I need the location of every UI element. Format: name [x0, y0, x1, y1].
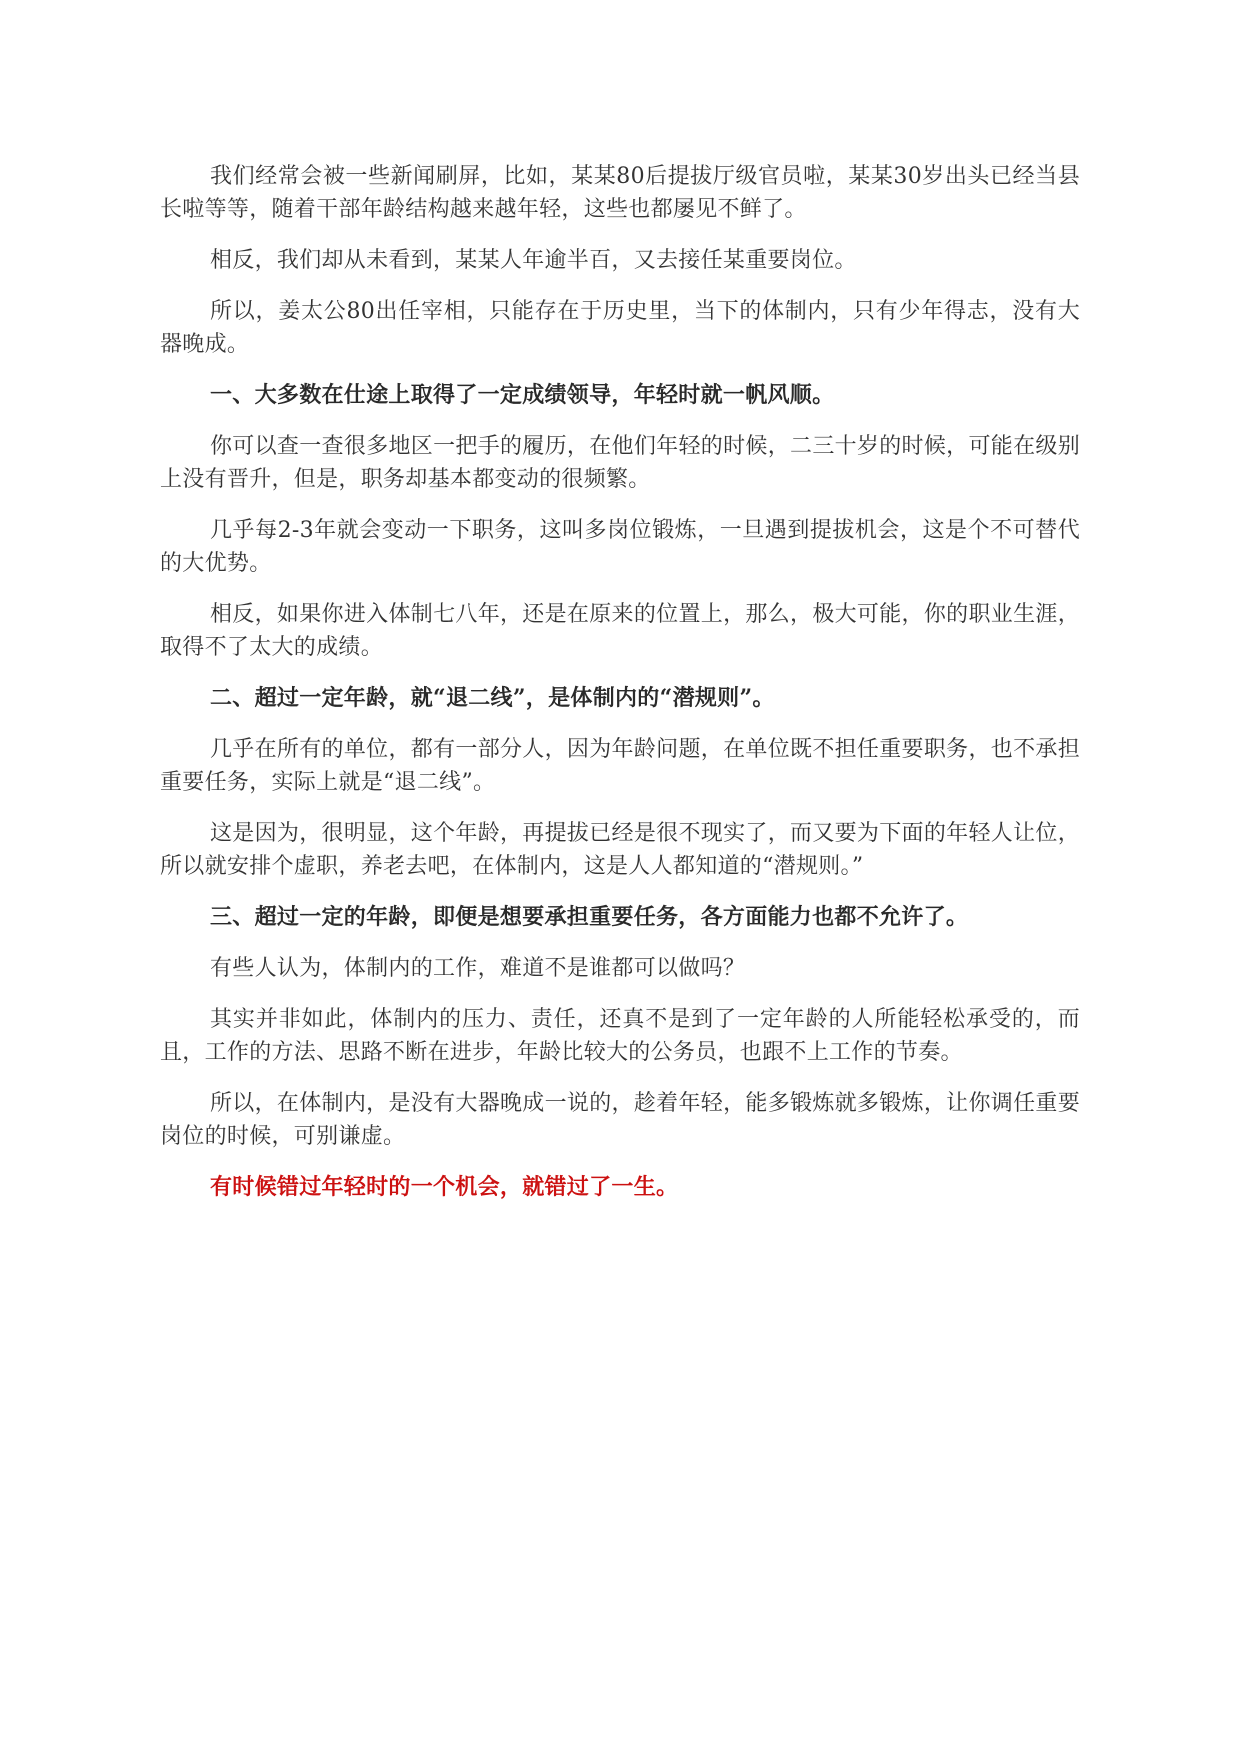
paragraph-career-history: 你可以查一查很多地区一把手的履历，在他们年轻的时候，二三十岁的时候，可能在级别上没有晋升，但是，职务却基本都变动的很频繁。	[160, 434, 1080, 492]
paragraph-thesis: 所以，姜太公80出任宰相，只能存在于历史里，当下的体制内，只有少年得志，没有大器晚成。	[160, 299, 1080, 357]
paragraph-conclusion: 所以，在体制内，是没有大器晚成一说的，趁着年轻，能多锻炼就多锻炼，让你调任重要岗位的时候，可别谦虚。	[160, 1091, 1080, 1149]
paragraph-contrast: 相反，我们却从未看到，某某人年逾半百，又去接任某重要岗位。	[210, 248, 857, 273]
paragraph-stagnation: 相反，如果你进入体制七八年，还是在原来的位置上，那么，极大可能，你的职业生涯，取得不了太大的成绩。	[160, 602, 1080, 660]
paragraph-unwritten-rule: 这是因为，很明显，这个年龄，再提拔已经是很不现实了，而又要为下面的年轻人让位，所以就安排个虚职，养老去吧，在体制内，这是人人都知道的“潜规则。”	[160, 821, 1080, 879]
section-heading-3: 三、超过一定的年龄，即便是想要承担重要任务，各方面能力也都不允许了。	[210, 904, 969, 930]
paragraph-pressure: 其实并非如此，体制内的压力、责任，还真不是到了一定年龄的人所能轻松承受的，而且，工作的方法、思路不断在进步，年龄比较大的公务员，也跟不上工作的节奏。	[160, 1007, 1080, 1065]
paragraph-second-line: 几乎在所有的单位，都有一部分人，因为年龄问题，在单位既不担任重要职务，也不承担重要任务，实际上就是“退二线”。	[160, 737, 1080, 795]
paragraph-intro-news: 我们经常会被一些新闻刷屏，比如，某某80后提拔厅级官员啦，某某30岁出头已经当县长啦等等，随着干部年龄结构越来越年轻，这些也都屡见不鲜了。	[160, 164, 1080, 222]
section-heading-2: 二、超过一定年龄，就“退二线”，是体制内的“潜规则”。	[210, 685, 775, 711]
paragraph-question: 有些人认为，体制内的工作，难道不是谁都可以做吗？	[210, 956, 746, 981]
article-body	[160, 160, 1080, 1222]
paragraph-rotation: 几乎每2-3年就会变动一下职务，这叫多岗位锻炼，一旦遇到提拔机会，这是个不可替代的大优势。	[160, 518, 1080, 576]
closing-statement: 有时候错过年轻时的一个机会，就错过了一生。	[210, 1174, 679, 1200]
section-heading-1: 一、大多数在仕途上取得了一定成绩领导，年轻时就一帆风顺。	[210, 382, 835, 408]
